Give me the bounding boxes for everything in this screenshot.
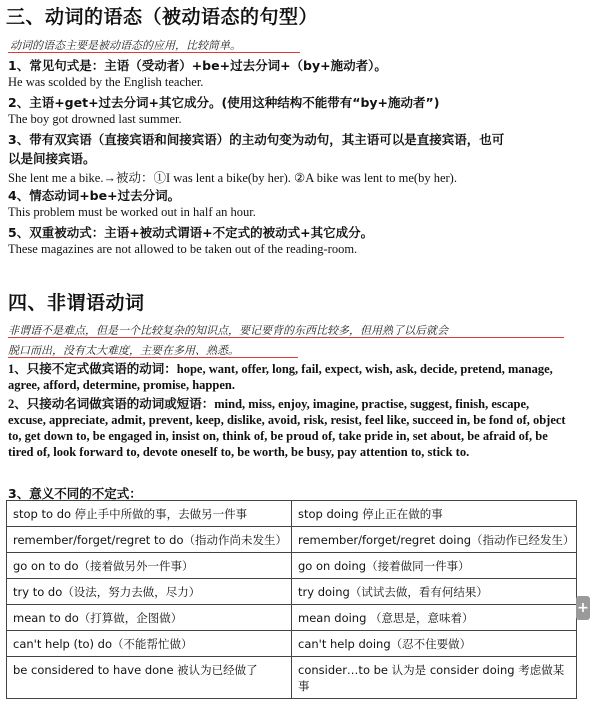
table-cell: stop doing 停止正在做的事 — [292, 501, 577, 527]
section3-title: 三、动词的语态（被动语态的句型） — [6, 6, 319, 28]
table-row — [7, 579, 577, 605]
section4-note-line1: 非谓语不是难点，但是一个比较复杂的知识点，要记要背的东西比较多，但用熟了以后就会 — [8, 324, 448, 337]
table-cell: consider…to be 认为是 consider doing 考虑做某事 — [292, 657, 577, 699]
note-underline — [8, 357, 298, 358]
rule-3-line1: 3、带有双宾语（直接宾语和间接宾语）的主动句变为动句，其主语可以是直接宾语，也可 — [8, 132, 505, 147]
table-cell: stop to do 停止手中所做的事，去做另一件事 — [7, 501, 292, 527]
rule-1: 1、常见句式是：主语（受动者）+be+过去分词+（by+施动者）。 — [8, 58, 387, 73]
table-cell: remember/forget/regret doing（指动作已经发生） — [292, 527, 577, 553]
comparison-table — [6, 500, 577, 699]
table-cell: be considered to have done 被认为已经做了 — [7, 657, 292, 699]
rule-3-line2: 以是间接宾语。 — [8, 151, 96, 166]
example-3: She lent me a bike.→被动：①I was lent a bike(by her). ②A bike was lent to me(by her). — [8, 171, 457, 185]
example-4: This problem must be worked out in half an hour. — [8, 205, 256, 219]
section4-note-line2: 脱口而出，没有太大难度，主要在多用、熟悉。 — [8, 344, 239, 357]
rule-2: 2、主语+get+过去分词+其它成分。(使用这种结构不能带有“by+施动者”) — [8, 95, 440, 110]
table-cell: mean to do（打算做，企图做） — [7, 605, 292, 631]
section4-title: 四、非谓语动词 — [8, 292, 145, 314]
item-infinitive-verbs: 1、只接不定式做宾语的动词：hope, want, offer, long, fail, expect, wish, ask, decide, pretend, manage, agree, afford, determine, promise, happen. — [8, 362, 553, 392]
expand-button[interactable]: + — [576, 596, 590, 620]
table-row — [7, 527, 577, 553]
item-gerund-verbs: 2、只接动名词做宾语的动词或短语：mind, miss, enjoy, imagine, practise, suggest, finish, escape, excuse, appreciate, admit, prevent, keep, dislike, avoid, risk, resist, feel like, succeed in, be fond of, object to, get down to, be engaged in, insist on, think of, be proud of, take pride in, set about, be afraid of, be tired of, look forward to, devote oneself to, be worth, be busy, pay attention to, stick to. — [8, 397, 566, 459]
table-cell: try to do（设法，努力去做，尽力） — [7, 579, 292, 605]
table-row — [7, 501, 577, 527]
table-cell: mean doing （意思是，意味着） — [292, 605, 577, 631]
section3-note: 动词的语态主要是被动语态的应用，比较简单。 — [10, 39, 241, 52]
table-cell: go on doing（接着做同一件事） — [292, 553, 577, 579]
table-cell: remember/forget/regret to do（指动作尚未发生） — [7, 527, 292, 553]
note-underline — [8, 337, 564, 338]
table-row — [7, 553, 577, 579]
table-cell: go on to do（接着做另外一件事） — [7, 553, 292, 579]
table-cell: can't help doing（忍不住要做） — [292, 631, 577, 657]
example-2: The boy got drowned last summer. — [8, 112, 182, 126]
example-1: He was scolded by the English teacher. — [8, 75, 204, 89]
rule-5: 5、双重被动式：主语+被动式谓语+不定式的被动式+其它成分。 — [8, 225, 374, 240]
table-row — [7, 605, 577, 631]
example-5: These magazines are not allowed to be taken out of the reading-room. — [8, 242, 358, 256]
note-underline — [8, 52, 300, 53]
table-cell: can't help (to) do（不能帮忙做） — [7, 631, 292, 657]
table-row — [7, 631, 577, 657]
table-row — [7, 657, 577, 699]
table-cell: try doing（试试去做，看有何结果） — [292, 579, 577, 605]
rule-4: 4、情态动词+be+过去分词。 — [8, 188, 181, 203]
item-different-meaning: 3、意义不同的不定式： — [8, 486, 142, 501]
